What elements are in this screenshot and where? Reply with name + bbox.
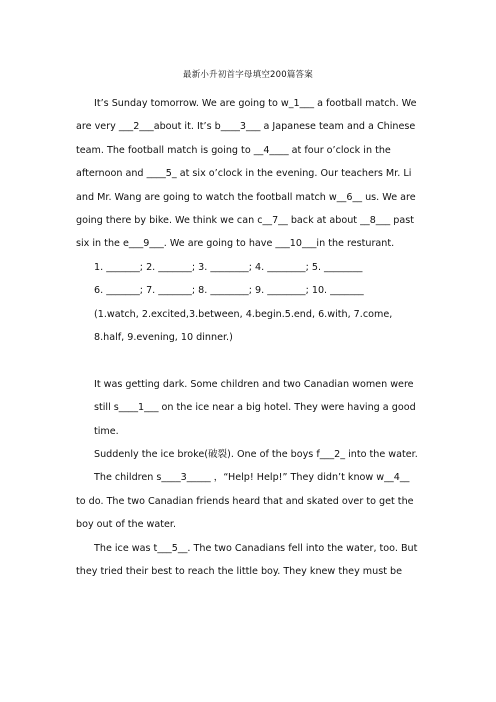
passage2-line-1-continued: still s____1___ on the ice near a big hotel. They were having a good time.: [94, 402, 416, 437]
passage1-blanks-row-2: 6. _______; 7. _______; 8. ________; 9. ________; 10. _______: [94, 285, 364, 297]
passage1-answers: (1.watch, 2.excited,3.between, 4.begin.5.end, 6.with, 7.come, 8.half, 9.evening, 10 dinner.): [94, 308, 393, 344]
document-body: [76, 92, 422, 584]
passage2-line-2-continued: The children s____3_____ ，“Help! Help!” They didn’t know w__4__ to do. The two Canadian friends heard that and skated over to get the boy out of the water.: [76, 472, 414, 531]
passage2-line-1: It was getting dark. Some children and two Canadian women were: [94, 378, 414, 390]
passage2-line-3: The ice was t___5__. The two Canadians fell into the water, too. But they tried their best to reach the little boy. They knew they must be: [76, 542, 418, 578]
passage2-line-2: Suddenly the ice broke(破裂). One of the boys f___2_ into the water.: [94, 449, 418, 461]
page-title: 最新小升初首字母填空200篇答案: [183, 70, 313, 80]
passage1-blanks-row-1: 1. _______; 2. _______; 3. ________; 4. ________; 5. ________: [94, 261, 363, 273]
passage1-paragraph: It’s Sunday tomorrow. We are going to w_1___ a football match. We are very ___2___about it. It’s b____3___ a Japanese team and a Chinese team. The football match is going to __4____ at four o’clock in the afternoon and ____5_ at six o’clock in the evening. Our teachers Mr. Li and Mr. Wang are going to watch the football match w__6__ us. We are going there by bike. We think we can c__7__ back at about __8___ past six in the e___9___. We are going to have ___10___in the resturant.: [76, 98, 417, 250]
paragraph-spacer: [76, 349, 422, 372]
